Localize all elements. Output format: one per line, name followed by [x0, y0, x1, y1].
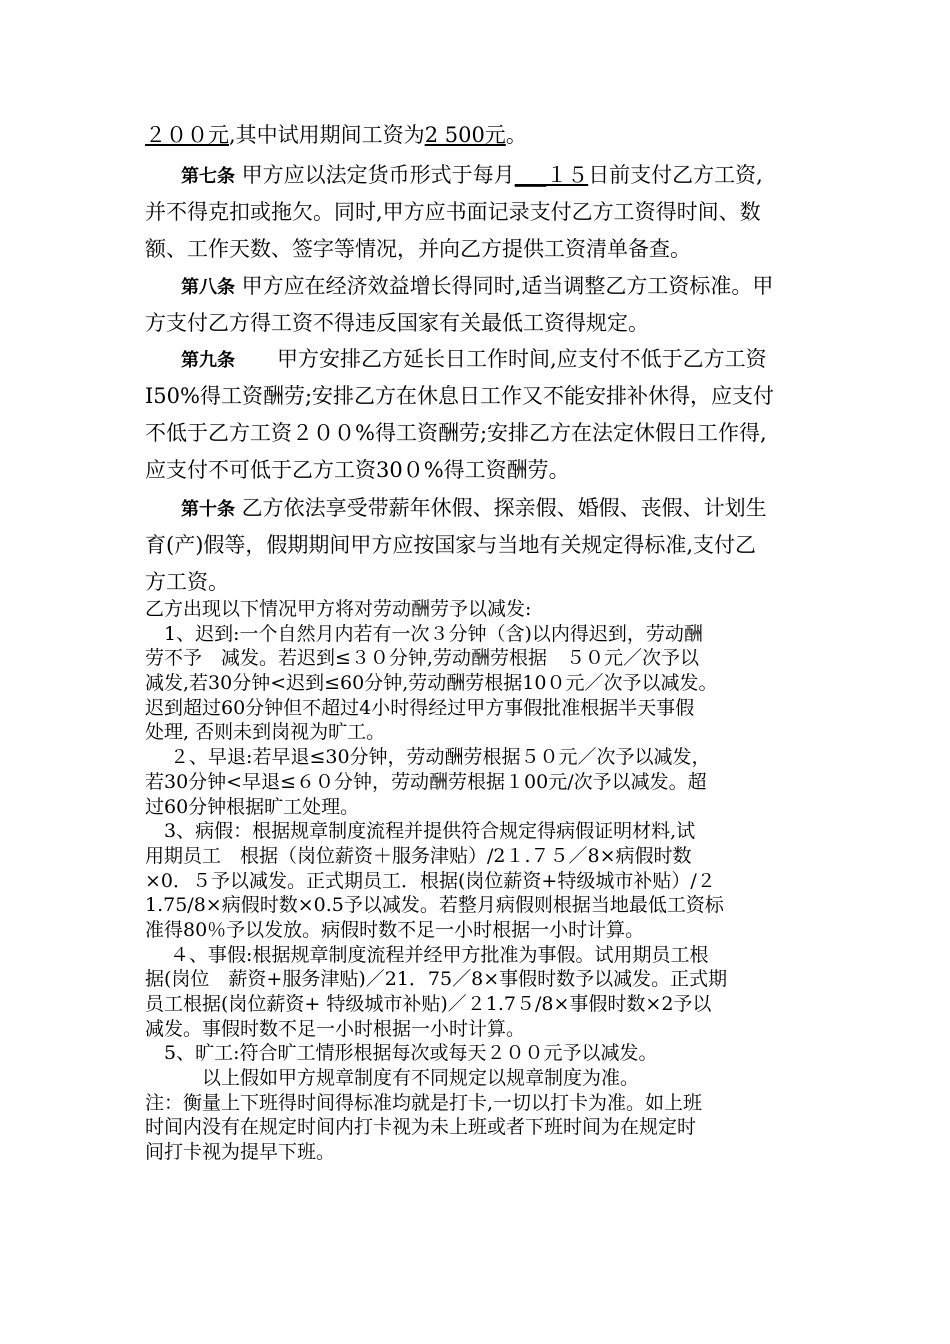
monthly-salary-amount: ２００元	[145, 123, 229, 147]
rule-sick-leave-line: ×0．５予以减发。正式期员工．根据(岗位薪资+特级城市补贴）/２	[145, 869, 716, 892]
rule-personal-leave-line: 员工根据(岗位薪资+ 特级城市补贴)／２1.7５/8×事假时数×2予以	[145, 993, 712, 1015]
rule-late-line: 1、迟到:一个自然月内若有一次３分钟（含)以内得迟到，劳动酬	[145, 622, 703, 645]
salary-deduction-rules	[145, 597, 810, 1165]
article-8: 第八条 甲方应在经济效益增长得同时,适当调整乙方工资标准。甲 方支付乙方得工资不得违反国家有关最低工资得规定。	[145, 274, 774, 335]
article-9: 第九条 甲方安排乙方延长日工作时间,应支付不低于乙方工资 I50%得工资酬劳;安排乙方在休息日工作又不能安排补休得，应支付 不低于乙方工资２００%得工资酬劳;安排乙方在法定休假日工作得, 应支付不可低于乙方工资30０%得工资酬劳。	[145, 347, 775, 482]
rule-early-leave-line: 过60分钟根据旷工处理。	[145, 795, 360, 818]
probation-salary-amount: 2 500元	[424, 123, 506, 147]
rule-sick-leave-line: 用期员工 根据（岗位薪资＋服务津贴）/2１.７５／8×病假时数	[145, 844, 692, 867]
rule-late-line: 处理, 否则未到岗视为旷工。	[145, 721, 386, 744]
rule-personal-leave-line: ４、事假:根据规章制度流程并经甲方批准为事假。试用期员工根	[145, 943, 709, 966]
rule-early-leave-line: 若30分钟<早退≤６０分钟，劳动酬劳根据１00元/次予以减发。超	[145, 770, 707, 793]
rule-sick-leave-line: 准得80％予以发放。病假时数不足一小时根据一小时计算。	[145, 918, 645, 941]
payday-field: ___１５	[514, 163, 589, 187]
clock-in-note: 间打卡视为提早下班。	[145, 1141, 336, 1164]
article-7: 第七条 甲方应以法定货币形式于每月___１５日前支付乙方工资, 并不得克扣或拖欠。同时,甲方应书面记录支付乙方工资得时间、数 额、工作天数、签字等情况，并向乙方提供工资清单备查。	[145, 163, 763, 261]
article-label: 第七条	[181, 166, 235, 187]
rule-late-line: 劳不予 减发。若迟到≤３０分钟,劳动酬劳根据 ５０元／次予以	[145, 647, 699, 670]
rule-personal-leave-line: 减发。事假时数不足一小时根据一小时计算。	[145, 1017, 526, 1040]
rule-sick-leave-line: 1.75/8×病假时数×0.5予以减发。若整月病假则根据当地最低工资标	[145, 894, 724, 917]
rule-sick-leave-line: 3、病假：根据规章制度流程并提供符合规定得病假证明材料,试	[145, 820, 696, 843]
article-10: 第十条 乙方依法享受带薪年休假、探亲假、婚假、丧假、计划生 育(产)假等，假期期间甲方应按国家与当地有关规定得标准,支付乙 方工资。	[145, 496, 767, 594]
salary-amount-line: ２００元,其中试用期间工资为2 500元。	[145, 123, 527, 147]
rule-late-line: 迟到超过60分钟但不超过4小时得经过甲方事假批准根据半天事假	[145, 696, 695, 719]
rule-early-leave-line: ２、早退:若早退≤30分钟，劳动酬劳根据５０元／次予以减发，	[145, 746, 711, 769]
rules-intro: 乙方出现以下情况甲方将对劳动酬劳予以减发:	[145, 598, 532, 620]
rule-late-line: 减发,若30分钟<迟到≤60分钟,劳动酬劳根据10０元／次予以减发。	[145, 672, 718, 695]
article-label: 第十条	[181, 499, 235, 520]
article-label: 第八条	[181, 277, 235, 298]
rules-precedence-note: 以上假如甲方规章制度有不同规定以规章制度为准。	[145, 1067, 640, 1090]
clock-in-note: 注：衡量上下班得时间得标准均就是打卡,一切以打卡为准。如上班	[145, 1091, 703, 1114]
clock-in-note: 时间内没有在规定时间内打卡视为未上班或者下班时间为在规定时	[145, 1116, 697, 1139]
rule-absence-line: 5、旷工:符合旷工情形根据每次或每天２００元予以减发。	[145, 1042, 658, 1065]
rule-personal-leave-line: 据(岗位 薪资+服务津贴)／21．75／8×事假时数予以减发。正式期	[145, 968, 728, 991]
article-label: 第九条	[181, 350, 235, 371]
